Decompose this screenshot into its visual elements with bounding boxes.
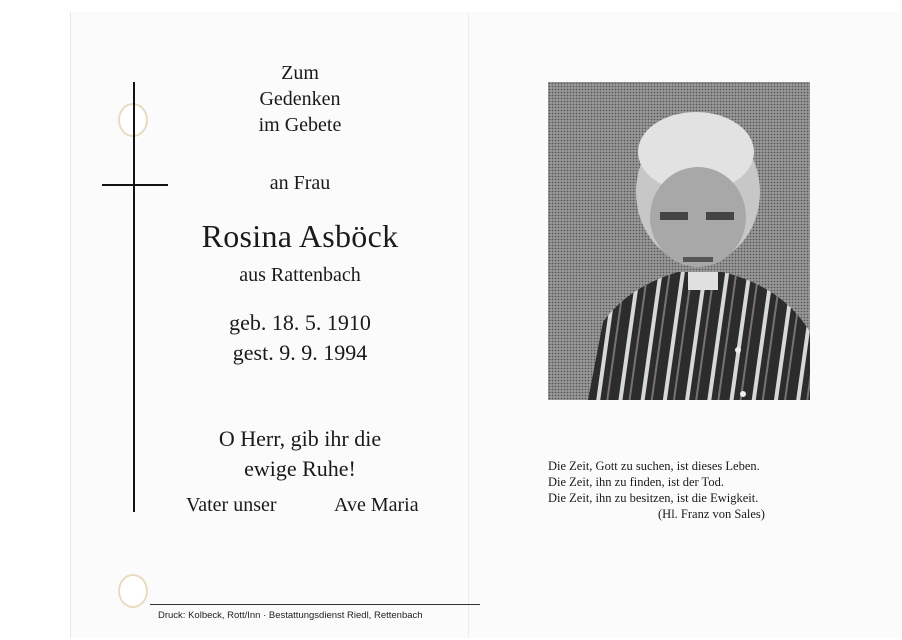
portrait-photo (548, 82, 810, 400)
printer-credit: Druck: Kolbeck, Rott/Inn · Bestattungsdienst Riedl, Rettenbach (158, 610, 423, 621)
deceased-name: Rosina Asböck (201, 218, 399, 254)
prayer-line-2: ewige Ruhe! (244, 456, 356, 481)
prayer-pater: Vater unser (186, 494, 277, 516)
card-fold (468, 12, 469, 638)
quote-block (548, 458, 765, 522)
printer-divider (150, 604, 480, 605)
quote-line-3: Die Zeit, ihn zu besitzen, ist die Ewigkeit. (548, 491, 759, 505)
prayer-text (180, 424, 420, 484)
life-dates (180, 308, 420, 368)
heading-line-3: im Gebete (258, 114, 342, 136)
birth-date: geb. 18. 5. 1910 (229, 310, 371, 335)
origin-place: aus Rattenbach (239, 264, 361, 286)
salutation: an Frau (269, 172, 331, 194)
quote-line-1: Die Zeit, Gott zu suchen, ist dieses Leben. (548, 459, 760, 473)
prayer-line-1: O Herr, gib ihr die (218, 426, 382, 451)
punch-hole-bottom (118, 574, 148, 608)
memorial-heading (180, 60, 420, 138)
quote-source: (Hl. Franz von Sales) (658, 507, 765, 521)
heading-line-1: Zum (281, 62, 319, 84)
prayer-ave: Ave Maria (334, 494, 419, 516)
cross-icon-horizontal (102, 184, 168, 186)
death-date: gest. 9. 9. 1994 (232, 340, 368, 365)
portrait-image (548, 82, 810, 400)
quote-line-2: Die Zeit, ihn zu finden, ist der Tod. (548, 475, 724, 489)
cross-icon-vertical (133, 82, 135, 512)
heading-line-2: Gedenken (259, 88, 341, 110)
